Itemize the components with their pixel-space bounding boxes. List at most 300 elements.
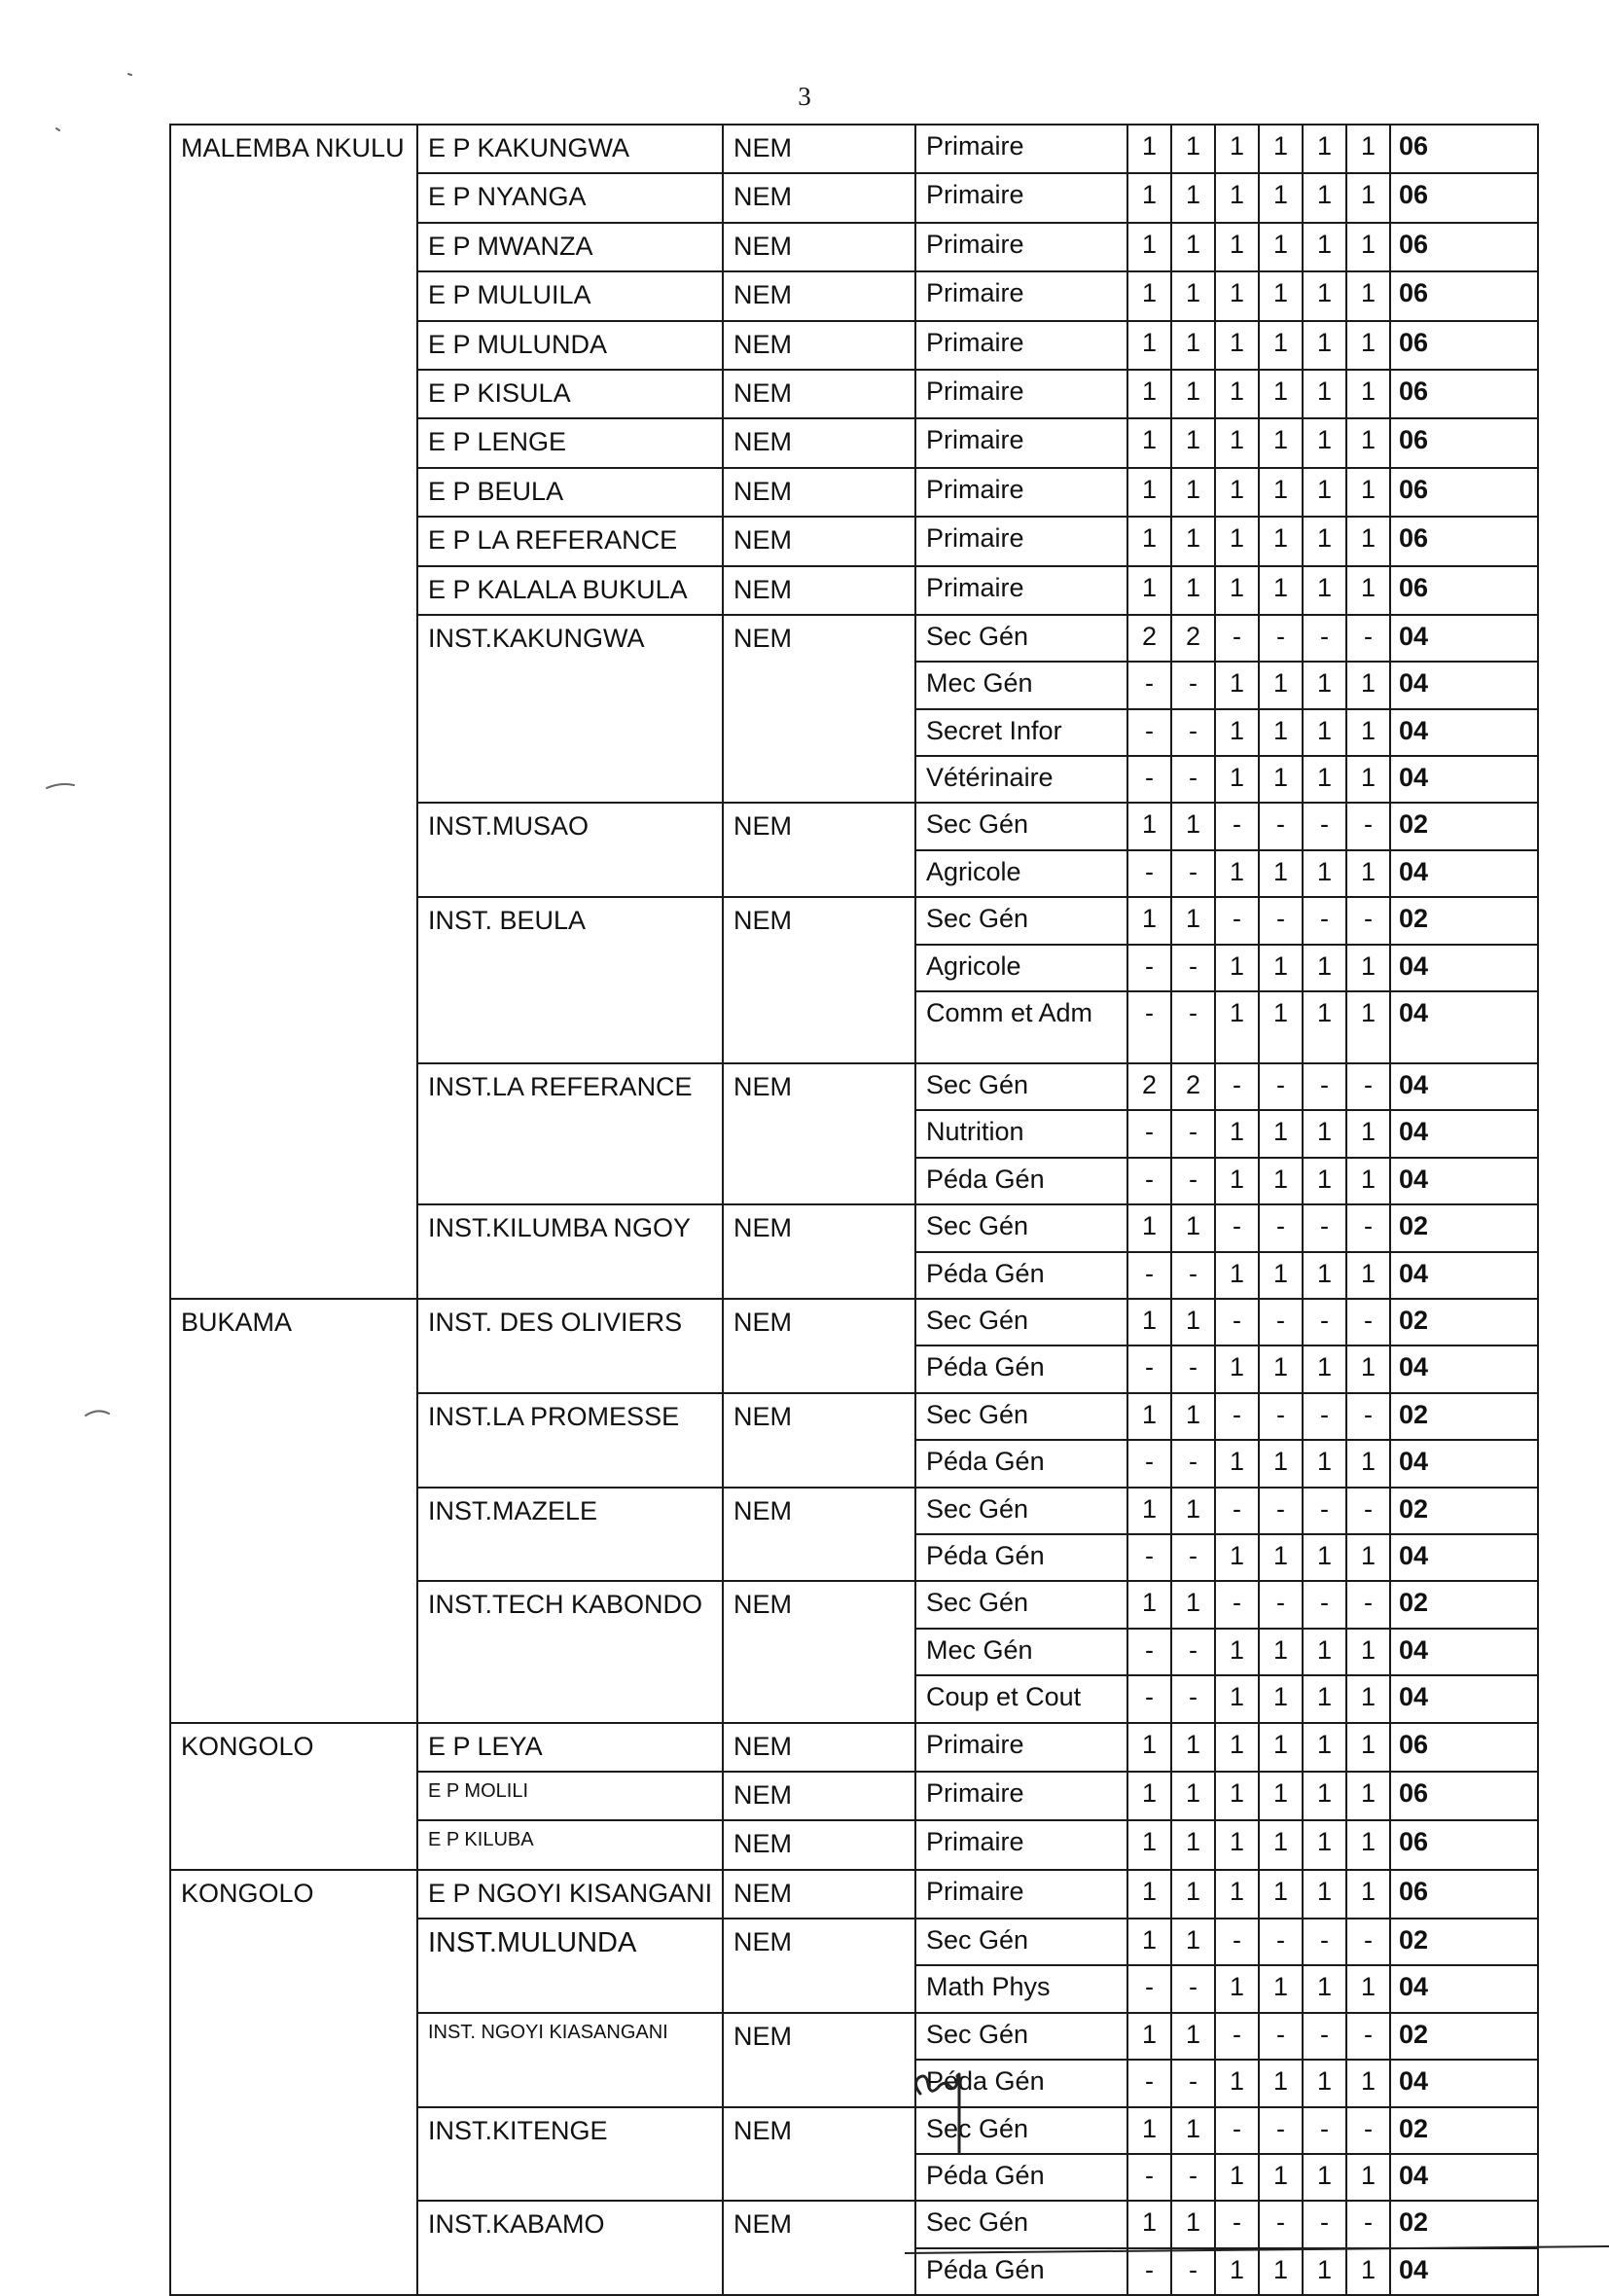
class-count-1: 1 [1127,418,1171,467]
school-type: NEM [723,125,915,173]
school-type: NEM [723,2107,915,2202]
total-count: 02 [1390,803,1538,849]
class-count-6: 1 [1346,2060,1390,2106]
total-count: 04 [1390,1440,1538,1487]
class-count-2: - [1171,1158,1215,1204]
class-count-6: 1 [1346,1158,1390,1204]
class-count-4: 1 [1259,370,1303,418]
class-count-2: 2 [1171,615,1215,662]
class-count-4: 1 [1259,173,1303,222]
class-count-1: 1 [1127,1299,1171,1345]
option-name: Primaire [915,271,1127,320]
class-count-2: 1 [1171,1204,1215,1251]
school-type: NEM [723,271,915,320]
class-count-2: 1 [1171,2201,1215,2247]
class-count-3: - [1215,897,1259,944]
class-count-2: 1 [1171,370,1215,418]
class-count-5: 1 [1303,321,1346,370]
class-count-2: 1 [1171,2107,1215,2154]
total-count: 04 [1390,1252,1538,1299]
class-count-2: 1 [1171,1393,1215,1440]
school-name: INST.KABAMO [417,2201,723,2295]
total-count: 04 [1390,1063,1538,1110]
school-name: INST.MULUNDA [417,1919,723,2013]
class-count-3: 1 [1215,2154,1259,2201]
option-name: Primaire [915,173,1127,222]
class-count-5: 1 [1303,709,1346,756]
class-count-4: 1 [1259,1252,1303,1299]
school-type: NEM [723,1063,915,1204]
school-name: E P LA REFERANCE [417,517,723,565]
class-count-3: - [1215,1204,1259,1251]
class-count-3: 1 [1215,1629,1259,1675]
class-count-6: - [1346,2013,1390,2060]
class-count-3: 1 [1215,756,1259,803]
class-count-5: 1 [1303,1965,1346,2012]
class-count-4: 1 [1259,1158,1303,1204]
school-type: NEM [723,1581,915,1722]
school-type: NEM [723,223,915,271]
school-name: E P MWANZA [417,223,723,271]
class-count-6: 1 [1346,271,1390,320]
class-count-3: 1 [1215,850,1259,897]
class-count-4: 1 [1259,223,1303,271]
class-count-1: - [1127,1675,1171,1722]
class-count-6: 1 [1346,517,1390,565]
total-count: 04 [1390,2248,1538,2295]
option-name: Comm et Adm [915,991,1127,1063]
total-count: 04 [1390,1629,1538,1675]
class-count-1: - [1127,850,1171,897]
class-count-5: - [1303,803,1346,849]
class-count-3: 1 [1215,2248,1259,2295]
class-count-2: - [1171,1675,1215,1722]
total-count: 06 [1390,517,1538,565]
class-count-4: 1 [1259,1723,1303,1772]
class-count-4: 1 [1259,1820,1303,1869]
class-count-1: 1 [1127,1488,1171,1534]
school-type: NEM [723,517,915,565]
class-count-6: 1 [1346,1675,1390,1722]
option-name: Sec Gén [915,1204,1127,1251]
class-count-2: - [1171,1440,1215,1487]
option-name: Vétérinaire [915,756,1127,803]
option-name: Sec Gén [915,897,1127,944]
class-count-2: 1 [1171,897,1215,944]
option-name: Péda Gén [915,2060,1127,2106]
class-count-4: - [1259,2201,1303,2247]
school-type: NEM [723,321,915,370]
total-count: 04 [1390,662,1538,708]
class-count-1: 1 [1127,1581,1171,1628]
total-count: 06 [1390,370,1538,418]
class-count-4: 1 [1259,1675,1303,1722]
class-count-4: 1 [1259,1440,1303,1487]
class-count-6: - [1346,1299,1390,1345]
class-count-1: 2 [1127,615,1171,662]
class-count-5: 1 [1303,2154,1346,2201]
class-count-2: - [1171,1110,1215,1157]
class-count-4: - [1259,1299,1303,1345]
option-name: Sec Gén [915,2107,1127,2154]
total-count: 04 [1390,2154,1538,2201]
option-name: Sec Gén [915,1581,1127,1628]
school-name: INST.LA PROMESSE [417,1393,723,1488]
option-name: Primaire [915,1772,1127,1820]
total-count: 04 [1390,1534,1538,1581]
school-name: INST.MUSAO [417,803,723,897]
class-count-5: 1 [1303,1534,1346,1581]
option-name: Mec Gén [915,1629,1127,1675]
class-count-6: - [1346,1919,1390,1965]
class-count-5: 1 [1303,223,1346,271]
total-count: 06 [1390,1870,1538,1919]
class-count-5: - [1303,2107,1346,2154]
school-name: E P KAKUNGWA [417,125,723,173]
class-count-4: 1 [1259,1965,1303,2012]
class-count-4: 1 [1259,1110,1303,1157]
class-count-5: 1 [1303,1820,1346,1869]
class-count-5: - [1303,1919,1346,1965]
option-name: Primaire [915,125,1127,173]
class-count-1: 1 [1127,223,1171,271]
school-type: NEM [723,1870,915,1919]
total-count: 04 [1390,709,1538,756]
class-count-4: - [1259,1063,1303,1110]
class-count-4: 1 [1259,1870,1303,1919]
class-count-2: - [1171,1629,1215,1675]
school-type: NEM [723,468,915,517]
total-count: 04 [1390,615,1538,662]
class-count-3: 1 [1215,223,1259,271]
class-count-6: - [1346,897,1390,944]
class-count-2: 1 [1171,1772,1215,1820]
class-count-4: - [1259,1393,1303,1440]
class-count-4: 1 [1259,1629,1303,1675]
class-count-2: 1 [1171,468,1215,517]
class-count-1: - [1127,662,1171,708]
school-name: E P KISULA [417,370,723,418]
class-count-5: 1 [1303,945,1346,991]
school-name: E P MULUNDA [417,321,723,370]
class-count-2: - [1171,2060,1215,2106]
total-count: 02 [1390,1581,1538,1628]
class-count-3: 1 [1215,1965,1259,2012]
class-count-5: - [1303,1299,1346,1345]
option-name: Péda Gén [915,1252,1127,1299]
class-count-1: - [1127,1629,1171,1675]
class-count-6: 1 [1346,1440,1390,1487]
class-count-6: - [1346,2201,1390,2247]
school-type: NEM [723,1723,915,1772]
class-count-2: - [1171,991,1215,1063]
class-count-5: 1 [1303,2060,1346,2106]
option-name: Primaire [915,468,1127,517]
class-count-2: 1 [1171,1919,1215,1965]
school-name: E P KILUBA [417,1820,723,1869]
class-count-1: - [1127,2060,1171,2106]
schools-table [169,124,1539,2296]
class-count-5: 1 [1303,1675,1346,1722]
school-name: E P NYANGA [417,173,723,222]
class-count-6: - [1346,1204,1390,1251]
total-count: 06 [1390,468,1538,517]
class-count-3: - [1215,1299,1259,1345]
total-count: 02 [1390,1299,1538,1345]
class-count-6: 1 [1346,1534,1390,1581]
class-count-1: - [1127,1440,1171,1487]
class-count-1: - [1127,2154,1171,2201]
class-count-6: 1 [1346,756,1390,803]
class-count-2: - [1171,945,1215,991]
total-count: 04 [1390,756,1538,803]
class-count-5: 1 [1303,991,1346,1063]
school-name: INST.KAKUNGWA [417,615,723,804]
option-name: Péda Gén [915,1534,1127,1581]
option-name: Math Phys [915,1965,1127,2012]
class-count-6: - [1346,1488,1390,1534]
total-count: 06 [1390,173,1538,222]
class-count-2: - [1171,1252,1215,1299]
class-count-4: 1 [1259,709,1303,756]
school-name: E P LENGE [417,418,723,467]
class-count-2: - [1171,2248,1215,2295]
class-count-6: 1 [1346,1723,1390,1772]
class-count-1: - [1127,1345,1171,1392]
class-count-6: 1 [1346,468,1390,517]
school-name: E P KALALA BUKULA [417,566,723,615]
class-count-3: 1 [1215,1534,1259,1581]
school-name: INST. BEULA [417,897,723,1063]
total-count: 06 [1390,418,1538,467]
class-count-4: 1 [1259,662,1303,708]
class-count-5: - [1303,897,1346,944]
total-count: 02 [1390,1204,1538,1251]
class-count-3: 1 [1215,370,1259,418]
class-count-5: 1 [1303,1440,1346,1487]
class-count-3: 1 [1215,125,1259,173]
class-count-3: 1 [1215,271,1259,320]
school-type: NEM [723,1772,915,1820]
class-count-5: 1 [1303,756,1346,803]
class-count-2: 1 [1171,2013,1215,2060]
class-count-6: - [1346,1393,1390,1440]
option-name: Primaire [915,1820,1127,1869]
total-count: 06 [1390,125,1538,173]
class-count-1: 1 [1127,803,1171,849]
class-count-3: - [1215,803,1259,849]
option-name: Primaire [915,321,1127,370]
school-type: NEM [723,897,915,1063]
class-count-3: 1 [1215,1110,1259,1157]
class-count-3: 1 [1215,662,1259,708]
class-count-2: 1 [1171,1299,1215,1345]
class-count-5: 1 [1303,517,1346,565]
table-row [170,1870,1538,1919]
school-type: NEM [723,173,915,222]
school-type: NEM [723,2013,915,2107]
class-count-2: 1 [1171,803,1215,849]
class-count-6: - [1346,1063,1390,1110]
class-count-1: 1 [1127,1772,1171,1820]
class-count-3: 1 [1215,1158,1259,1204]
total-count: 04 [1390,991,1538,1063]
class-count-1: 1 [1127,321,1171,370]
option-name: Sec Gén [915,1299,1127,1345]
class-count-1: 1 [1127,1820,1171,1869]
class-count-2: 1 [1171,1870,1215,1919]
class-count-6: 1 [1346,566,1390,615]
class-count-3: 1 [1215,468,1259,517]
class-count-6: 1 [1346,370,1390,418]
class-count-3: 1 [1215,945,1259,991]
total-count: 04 [1390,2060,1538,2106]
class-count-5: - [1303,1063,1346,1110]
class-count-4: - [1259,2107,1303,2154]
class-count-3: 1 [1215,566,1259,615]
class-count-2: 1 [1171,125,1215,173]
class-count-6: - [1346,615,1390,662]
class-count-2: 1 [1171,1488,1215,1534]
school-name: INST.TECH KABONDO [417,1581,723,1722]
class-count-1: - [1127,1158,1171,1204]
class-count-6: 1 [1346,1110,1390,1157]
class-count-2: 1 [1171,517,1215,565]
district-name: KONGOLO [170,1723,417,1870]
option-name: Sec Gén [915,1488,1127,1534]
option-name: Sec Gén [915,2013,1127,2060]
class-count-1: 2 [1127,1063,1171,1110]
option-name: Agricole [915,945,1127,991]
option-name: Péda Gén [915,2248,1127,2295]
class-count-1: - [1127,1534,1171,1581]
total-count: 06 [1390,566,1538,615]
class-count-4: - [1259,615,1303,662]
class-count-4: 1 [1259,1345,1303,1392]
class-count-2: 1 [1171,173,1215,222]
class-count-4: 1 [1259,2248,1303,2295]
class-count-5: - [1303,1581,1346,1628]
class-count-4: - [1259,897,1303,944]
class-count-5: 1 [1303,662,1346,708]
class-count-1: 1 [1127,2107,1171,2154]
option-name: Mec Gén [915,662,1127,708]
class-count-3: 1 [1215,1772,1259,1820]
class-count-2: - [1171,850,1215,897]
class-count-1: 1 [1127,1870,1171,1919]
class-count-1: 1 [1127,566,1171,615]
class-count-1: - [1127,1252,1171,1299]
option-name: Sec Gén [915,2201,1127,2247]
class-count-1: - [1127,945,1171,991]
class-count-6: 1 [1346,709,1390,756]
school-name: E P MULUILA [417,271,723,320]
class-count-4: - [1259,2013,1303,2060]
class-count-5: 1 [1303,370,1346,418]
total-count: 06 [1390,271,1538,320]
class-count-5: - [1303,1204,1346,1251]
class-count-3: - [1215,1581,1259,1628]
class-count-3: 1 [1215,1723,1259,1772]
class-count-4: 1 [1259,945,1303,991]
class-count-1: 1 [1127,468,1171,517]
school-name: E P MOLILI [417,1772,723,1820]
district-name: KONGOLO [170,1870,417,2296]
class-count-3: 1 [1215,1820,1259,1869]
class-count-4: - [1259,1488,1303,1534]
option-name: Secret Infor [915,709,1127,756]
district-name: MALEMBA NKULU [170,125,417,1299]
class-count-4: 1 [1259,271,1303,320]
school-name: E P NGOYI KISANGANI [417,1870,723,1919]
class-count-4: 1 [1259,321,1303,370]
class-count-1: 1 [1127,271,1171,320]
class-count-6: 1 [1346,662,1390,708]
class-count-3: 1 [1215,418,1259,467]
class-count-2: 1 [1171,271,1215,320]
class-count-2: - [1171,1534,1215,1581]
option-name: Sec Gén [915,1919,1127,1965]
class-count-2: 1 [1171,566,1215,615]
class-count-2: 1 [1171,418,1215,467]
class-count-3: 1 [1215,1440,1259,1487]
class-count-3: 1 [1215,2060,1259,2106]
class-count-5: - [1303,615,1346,662]
scan-specks [47,74,131,1416]
school-type: NEM [723,615,915,804]
class-count-1: 1 [1127,897,1171,944]
total-count: 02 [1390,2201,1538,2247]
class-count-6: 1 [1346,1965,1390,2012]
class-count-6: 1 [1346,2248,1390,2295]
class-count-1: - [1127,756,1171,803]
option-name: Péda Gén [915,1345,1127,1392]
class-count-3: 1 [1215,991,1259,1063]
option-name: Péda Gén [915,1158,1127,1204]
class-count-2: 1 [1171,223,1215,271]
class-count-3: - [1215,2107,1259,2154]
total-count: 04 [1390,1965,1538,2012]
school-type: NEM [723,803,915,897]
class-count-4: 1 [1259,1772,1303,1820]
class-count-4: - [1259,1204,1303,1251]
class-count-2: - [1171,662,1215,708]
total-count: 06 [1390,321,1538,370]
total-count: 02 [1390,1393,1538,1440]
class-count-3: 1 [1215,517,1259,565]
school-type: NEM [723,1919,915,2013]
class-count-1: 1 [1127,370,1171,418]
class-count-5: 1 [1303,418,1346,467]
class-count-4: - [1259,1919,1303,1965]
class-count-4: 1 [1259,991,1303,1063]
total-count: 04 [1390,945,1538,991]
class-count-6: 1 [1346,850,1390,897]
class-count-4: 1 [1259,418,1303,467]
school-type: NEM [723,418,915,467]
class-count-6: 1 [1346,321,1390,370]
option-name: Agricole [915,850,1127,897]
class-count-3: 1 [1215,1345,1259,1392]
school-type: NEM [723,1299,915,1393]
class-count-4: 1 [1259,2060,1303,2106]
total-count: 02 [1390,1919,1538,1965]
class-count-6: 1 [1346,1345,1390,1392]
class-count-1: 1 [1127,125,1171,173]
class-count-5: - [1303,1393,1346,1440]
class-count-4: - [1259,803,1303,849]
class-count-5: - [1303,2201,1346,2247]
